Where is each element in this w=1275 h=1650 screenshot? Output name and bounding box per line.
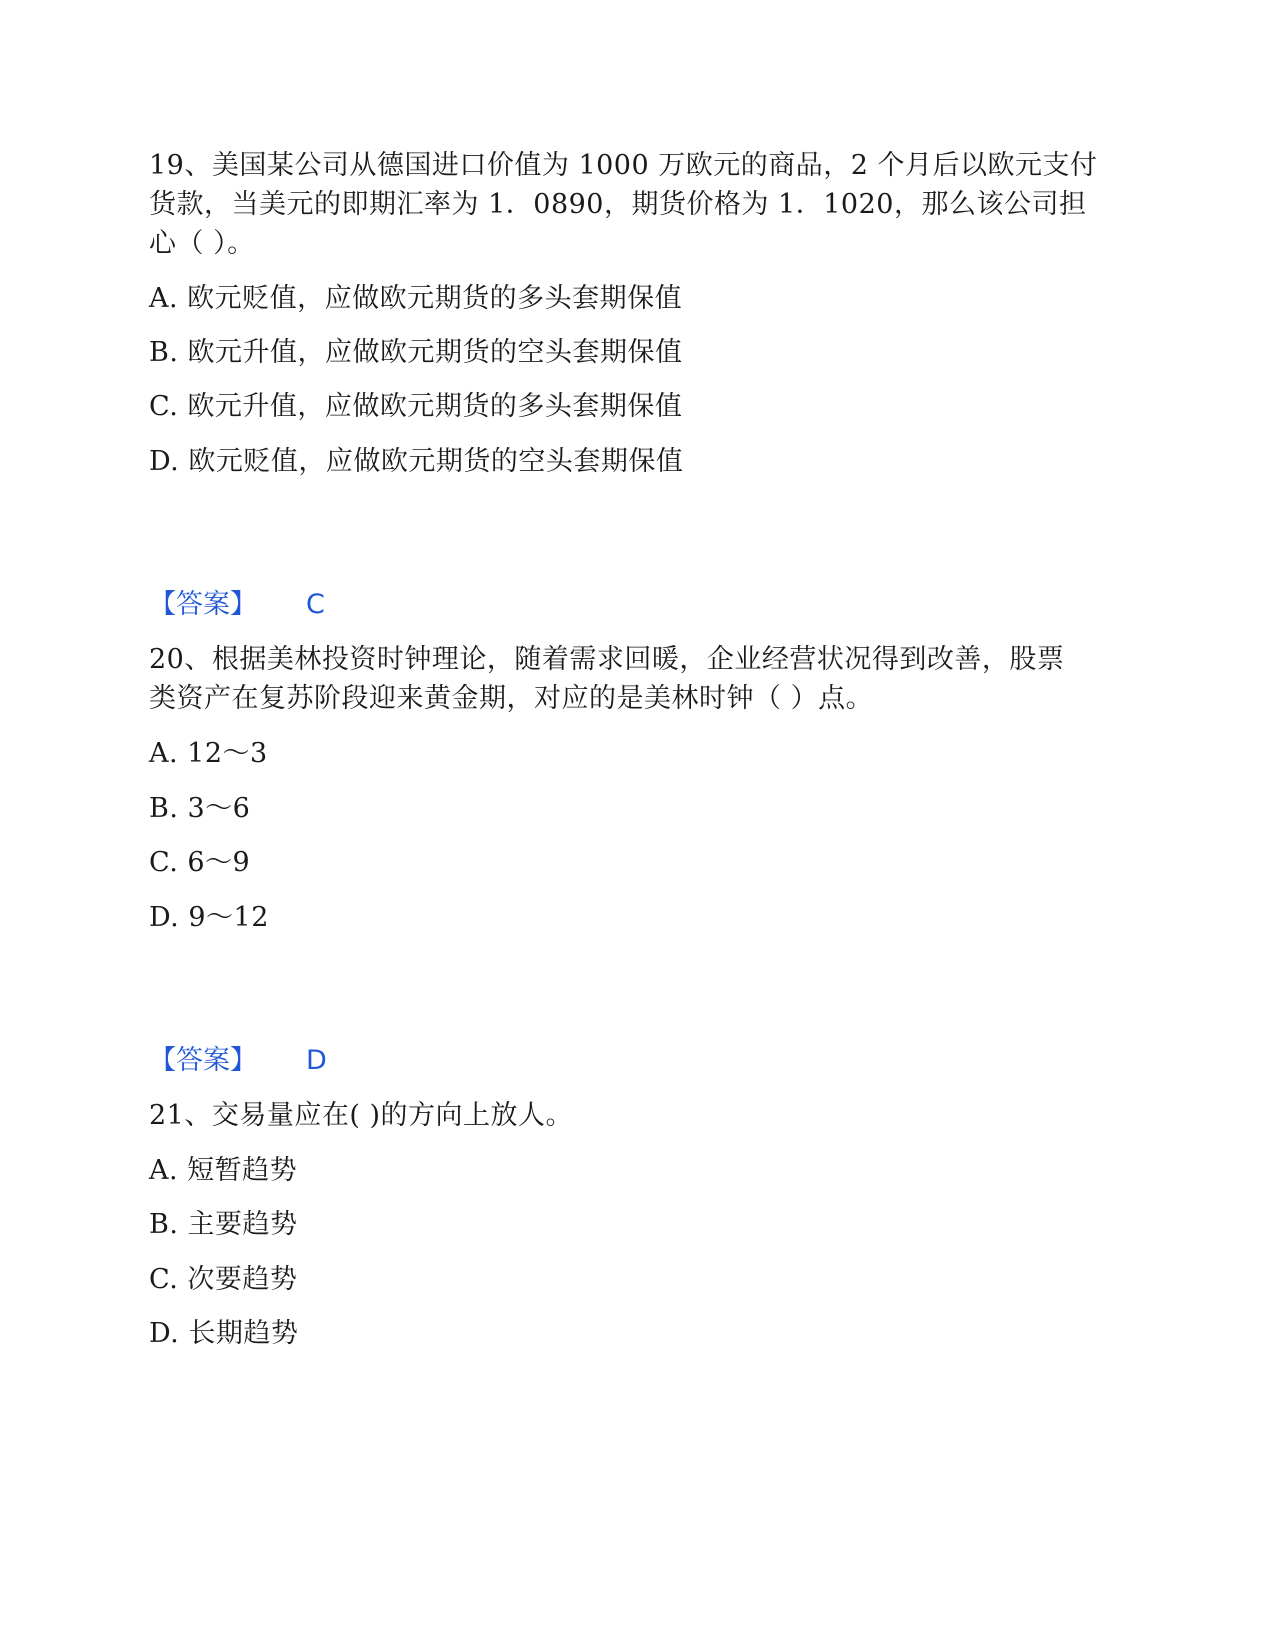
question-19-answer <box>149 585 325 625</box>
question-19-stem-line-3: 心（ ）。 <box>149 228 255 259</box>
question-21-option-c: C. 次要趋势 <box>149 1264 298 1295</box>
question-19-stem-line-1: 19、美国某公司从德国进口价值为 1000 万欧元的商品，2 个月后以欧元支付 <box>149 150 1098 181</box>
question-19-option-a: A. 欧元贬值，应做欧元期货的多头套期保值 <box>149 283 683 314</box>
question-20-answer <box>149 1041 327 1081</box>
question-20-stem-line-2: 类资产在复苏阶段迎来黄金期，对应的是美林时钟（ ）点。 <box>149 683 874 714</box>
question-21-option-b: B. 主要趋势 <box>149 1209 298 1240</box>
answer-value: D <box>306 1045 327 1076</box>
answer-label: 【答案】 <box>149 1045 257 1076</box>
question-19-option-c: C. 欧元升值，应做欧元期货的多头套期保值 <box>149 391 683 422</box>
question-20-option-a: A. 12～3 <box>149 738 268 769</box>
question-20-option-c: C. 6～9 <box>149 847 251 878</box>
question-20-option-b: B. 3～6 <box>149 793 251 824</box>
question-21-stem-line-1: 21、交易量应在( )的方向上放人。 <box>149 1100 574 1131</box>
answer-value: C <box>306 589 325 620</box>
answer-label: 【答案】 <box>149 589 257 620</box>
question-19-option-d: D. 欧元贬值，应做欧元期货的空头套期保值 <box>149 446 684 477</box>
question-19-stem-line-2: 货款，当美元的即期汇率为 1．0890，期货价格为 1．1020，那么该公司担 <box>149 189 1087 220</box>
question-19-option-b: B. 欧元升值，应做欧元期货的空头套期保值 <box>149 337 683 368</box>
question-21-option-a: A. 短暂趋势 <box>149 1155 298 1186</box>
question-20-option-d: D. 9～12 <box>149 902 269 933</box>
question-21-option-d: D. 长期趋势 <box>149 1318 299 1349</box>
question-20-stem-line-1: 20、根据美林投资时钟理论，随着需求回暖，企业经营状况得到改善，股票 <box>149 644 1065 675</box>
